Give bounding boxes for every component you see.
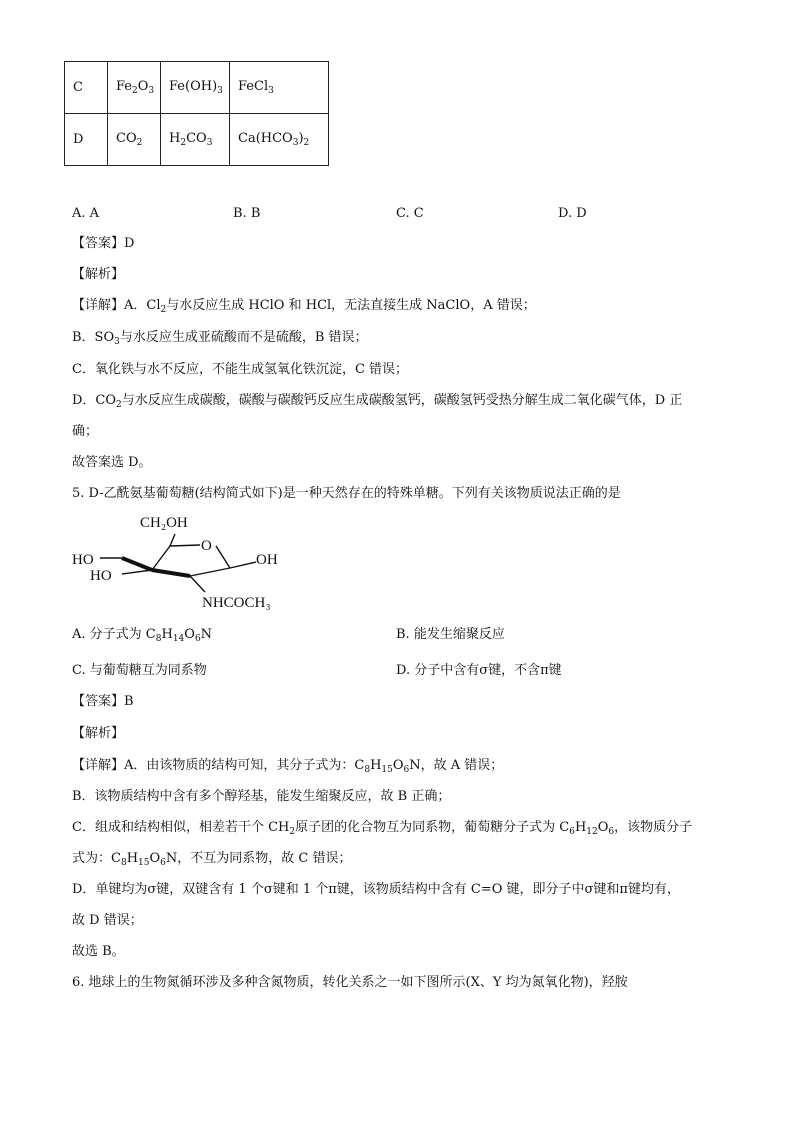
option-b: B. B xyxy=(233,206,261,221)
hydroxyl-label: HO xyxy=(90,568,112,584)
detail-line: C．氧化铁与水不反应，不能生成氢氧化铁沉淀，C 错误； xyxy=(72,362,409,377)
detail-line: 确； xyxy=(72,424,99,439)
detail-line: 【详解】A．由该物质的结构可知，其分子式为：$C_8H_{15}O_6N$，故 A 错误； xyxy=(72,758,504,775)
question-stem: 6. 地球上的生物氮循环涉及多种含氮物质，转化关系之一如下图所示(X、Y 均为氮氧化物)，羟胺 xyxy=(72,975,628,990)
analysis-label: 【解析】 xyxy=(72,726,125,741)
structure-diagram xyxy=(70,508,310,616)
ch2oh-label: CH₂OH xyxy=(140,515,188,531)
formula-cell: $Ca(HCO_3)_2$ xyxy=(230,114,329,166)
hydroxyl-label: HO xyxy=(72,552,94,568)
question-stem: 5. D-乙酰氨基葡萄糖(结构简式如下)是一种天然存在的特殊单糖。下列有关该物质说法正确的是 xyxy=(72,486,621,501)
detail-line: D．$CO_2$与水反应生成碳酸，碳酸与碳酸钙反应生成碳酸氢钙，碳酸氢钙受热分解生成二氧化碳气体，D 正 xyxy=(72,393,683,410)
answer-line: 【答案】D xyxy=(72,236,135,251)
analysis-label: 【解析】 xyxy=(72,267,125,282)
conclusion-line: 故选 B。 xyxy=(72,944,125,959)
detail-line: 式为：$C_8H_{15}O_6N$，不互为同系物，故 C 错误； xyxy=(72,851,352,868)
detail-line: 故 D 错误； xyxy=(72,913,143,928)
option-d: D. D xyxy=(558,206,587,221)
formula-cell: $H_2CO_3$ xyxy=(161,114,230,166)
options-table xyxy=(64,61,329,166)
row-label: C xyxy=(65,62,108,114)
formula-cell: $CO_2$ xyxy=(108,114,161,166)
table-row xyxy=(65,114,329,166)
option-b: B. 能发生缩聚反应 xyxy=(396,627,505,642)
option-c: C. 与葡萄糖互为同系物 xyxy=(72,663,207,678)
option-a: A. 分子式为 $C_8H_{14}O_6N$ xyxy=(72,627,213,644)
detail-line: D．单键均为σ键，双键含有 1 个σ键和 1 个π键，该物质结构中含有 C=O 键，即分子中σ键和π键均有， xyxy=(72,882,680,897)
formula-cell: FeCl$_3$ xyxy=(230,62,329,114)
formula-cell: $Fe(OH)_3$ xyxy=(161,62,230,114)
detail-line: B．$SO_3$与水反应生成亚硫酸而不是硫酸，B 错误； xyxy=(72,330,368,347)
hydroxyl-label: OH xyxy=(256,552,278,568)
ring-oxygen-label: O xyxy=(201,538,212,554)
table-row xyxy=(65,62,329,114)
option-a: A. A xyxy=(72,206,100,221)
answer-line: 【答案】B xyxy=(72,694,134,709)
option-d: D. 分子中含有σ键，不含π键 xyxy=(396,663,562,678)
detail-line: B．该物质结构中含有多个醇羟基，能发生缩聚反应，故 B 正确； xyxy=(72,789,451,804)
conclusion-line: 故答案选 D。 xyxy=(72,455,152,470)
detail-line: 【详解】A．$Cl_2$与水反应生成 HClO 和 HCl，无法直接生成 NaClO，A 错误； xyxy=(72,298,536,315)
option-c: C. C xyxy=(396,206,424,221)
formula-cell: $Fe_2O_3$ xyxy=(108,62,161,114)
acetamido-label: NHCOCH₃ xyxy=(202,595,271,611)
row-label: D xyxy=(65,114,108,166)
detail-line: C．组成和结构相似，相差若干个 $CH_2$原子团的化合物互为同系物，葡萄糖分子式为 $C_6H_{12}O_6$，该物质分子 xyxy=(72,820,693,837)
